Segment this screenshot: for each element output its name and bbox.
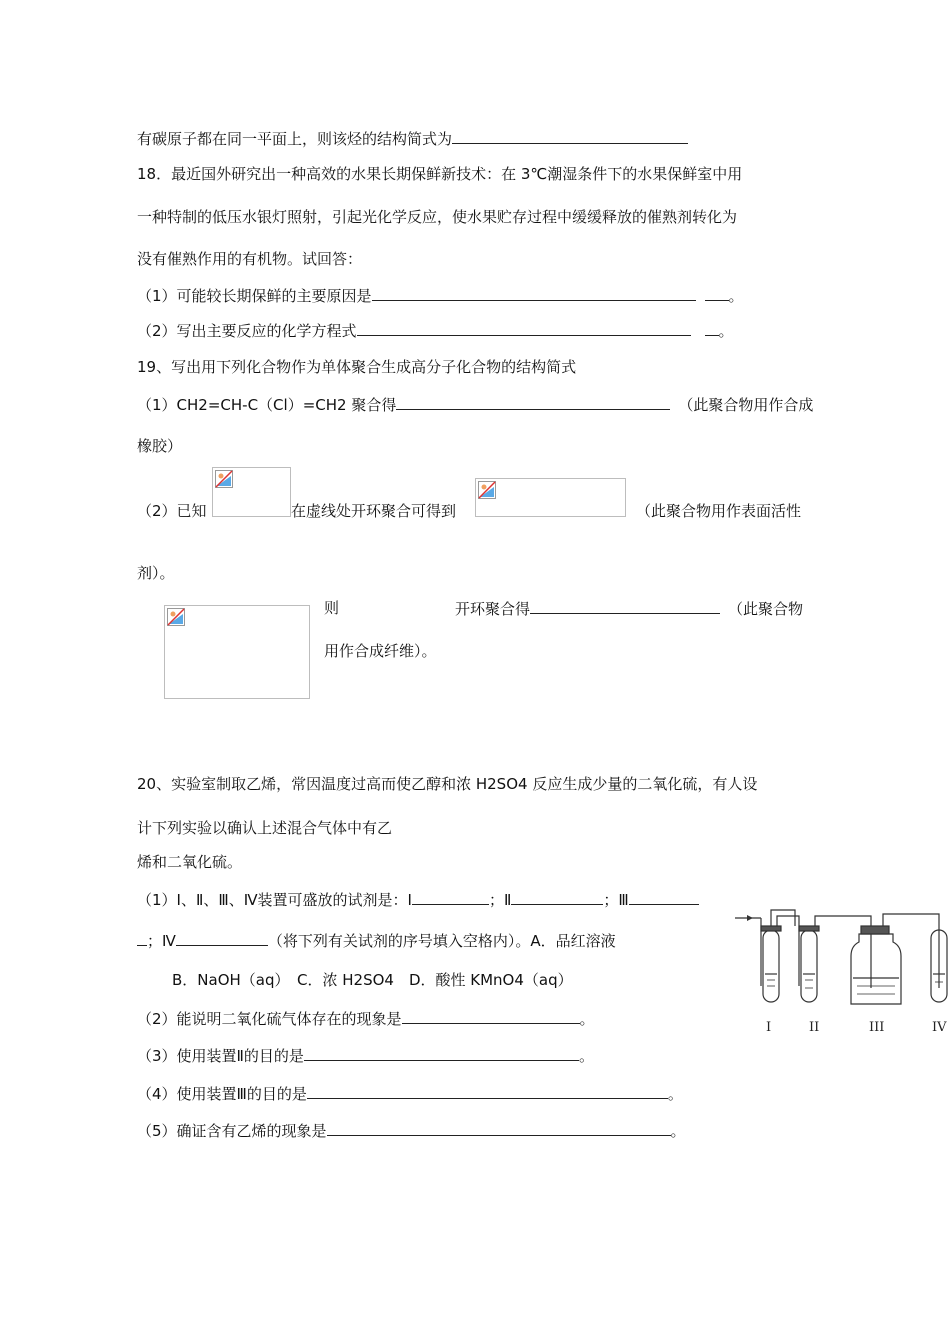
apparatus-label-1: I xyxy=(766,1020,772,1035)
line-text: 。 xyxy=(718,322,734,340)
line-text: （1）CH2=CH-C（Cl）=CH2 聚合得 xyxy=(137,396,397,414)
answer-blank[interactable] xyxy=(327,1120,671,1136)
apparatus-label-2: II xyxy=(809,1020,820,1035)
apparatus-diagram xyxy=(733,908,948,1013)
text-line xyxy=(137,128,688,149)
question-19-line xyxy=(324,641,437,661)
line-text: （此聚合物用作合成 xyxy=(678,396,814,414)
question-18-part1 xyxy=(137,285,744,306)
answer-blank[interactable] xyxy=(705,320,719,336)
line-text: （5）确证含有乙烯的现象是 xyxy=(137,1122,327,1140)
line-text: ；Ⅲ xyxy=(603,891,629,909)
line-text: （4）使用装置Ⅲ的目的是 xyxy=(137,1085,307,1103)
question-20-part1 xyxy=(137,930,616,951)
line-text: 有碳原子都在同一平面上，则该烃的结构简式为 xyxy=(137,130,453,148)
line-text: （此聚合物 xyxy=(728,600,804,618)
line-text: （此聚合物用作表面活性 xyxy=(636,502,802,520)
line-text: ；Ⅳ xyxy=(147,932,176,950)
question-20-part5 xyxy=(137,1120,686,1141)
structure-image-3 xyxy=(164,605,310,699)
question-20-options xyxy=(172,970,573,990)
answer-blank[interactable] xyxy=(304,1045,579,1061)
answer-blank[interactable] xyxy=(402,1008,580,1024)
question-20-part1 xyxy=(137,889,699,910)
answer-blank[interactable] xyxy=(176,930,268,946)
line-text: 18．最近国外研究出一种高效的水果长期保鲜新技术：在 3℃潮湿条件下的水果保鲜室中用 xyxy=(137,165,743,183)
question-19-part2 xyxy=(137,501,207,521)
apparatus-label-3: III xyxy=(869,1020,885,1035)
line-text: （2）已知 xyxy=(137,502,207,520)
broken-image-icon xyxy=(167,608,185,626)
apparatus-label-4: IV xyxy=(932,1020,947,1035)
question-19-part2 xyxy=(636,501,801,521)
line-text: 20、实验室制取乙烯，常因温度过高而使乙醇和浓 H2SO4 反应生成少量的二氧化硫，有人设 xyxy=(137,775,758,793)
question-19-part2 xyxy=(291,501,456,521)
broken-image-icon xyxy=(478,481,496,499)
question-20-part3 xyxy=(137,1045,594,1066)
structure-image-2 xyxy=(475,478,626,517)
line-text: 。 xyxy=(667,1085,683,1103)
structure-image-1 xyxy=(212,467,291,517)
question-18-line xyxy=(137,249,362,269)
question-19-part3 xyxy=(455,598,803,619)
question-18-part2 xyxy=(137,320,734,341)
answer-blank[interactable] xyxy=(307,1083,668,1099)
line-text: 烯和二氧化硫。 xyxy=(137,853,243,871)
question-20-line xyxy=(137,852,242,872)
answer-blank[interactable] xyxy=(530,598,720,614)
question-19-line xyxy=(137,436,182,456)
question-18-line xyxy=(137,164,742,184)
line-text: （2）写出主要反应的化学方程式 xyxy=(137,322,357,340)
answer-blank[interactable] xyxy=(629,889,699,905)
line-text: 橡胶） xyxy=(137,437,183,455)
answer-blank[interactable] xyxy=(412,889,489,905)
line-text: 。 xyxy=(578,1047,594,1065)
question-19-line xyxy=(137,563,175,583)
line-text: 一种特制的低压水银灯照射，引起光化学反应，使水果贮存过程中缓缓释放的催熟剂转化为 xyxy=(137,208,738,226)
question-19-part3 xyxy=(324,598,339,618)
line-text: 用作合成纤维）。 xyxy=(324,642,437,660)
line-text: 。 xyxy=(579,1010,595,1028)
line-text: 。 xyxy=(728,287,744,305)
broken-image-icon xyxy=(215,470,233,488)
answer-blank[interactable] xyxy=(357,320,691,336)
line-text: （将下列有关试剂的序号填入空格内）。A．品红溶液 xyxy=(267,932,616,950)
question-20-line xyxy=(137,774,757,794)
line-text: 则 xyxy=(324,599,340,617)
line-text: （2）能说明二氧化硫气体存在的现象是 xyxy=(137,1010,402,1028)
line-text: （1）Ⅰ、Ⅱ、Ⅲ、Ⅳ装置可盛放的试剂是：Ⅰ xyxy=(137,891,412,909)
line-text: 计下列实验以确认上述混合气体中有乙 xyxy=(137,819,393,837)
washing-bottle-apparatus xyxy=(733,908,948,1038)
question-20-part2 xyxy=(137,1008,595,1029)
line-text: 19、写出用下列化合物作为单体聚合生成高分子化合物的结构简式 xyxy=(137,358,577,376)
line-text: ；Ⅱ xyxy=(488,891,512,909)
answer-blank[interactable] xyxy=(396,394,670,410)
line-text: 开环聚合得 xyxy=(455,600,531,618)
line-text: B．NaOH（aq） C．浓 H2SO4 D．酸性 KMnO4（aq） xyxy=(172,971,573,989)
question-19-line xyxy=(137,357,576,377)
answer-blank[interactable] xyxy=(452,128,688,144)
answer-blank[interactable] xyxy=(705,285,729,301)
question-19-part1 xyxy=(137,394,813,415)
line-text: 。 xyxy=(670,1122,686,1140)
question-18-line xyxy=(137,207,737,227)
answer-blank[interactable] xyxy=(372,285,696,301)
question-20-part4 xyxy=(137,1083,683,1104)
line-text: （3）使用装置Ⅱ的目的是 xyxy=(137,1047,304,1065)
question-20-line xyxy=(137,818,392,838)
line-text: 在虚线处开环聚合可得到 xyxy=(291,502,457,520)
answer-blank[interactable] xyxy=(511,889,603,905)
line-text: 剂）。 xyxy=(137,564,175,582)
line-text: 没有催熟作用的有机物。试回答： xyxy=(137,250,363,268)
line-text: （1）可能较长期保鲜的主要原因是 xyxy=(137,287,372,305)
answer-blank[interactable] xyxy=(137,930,147,946)
